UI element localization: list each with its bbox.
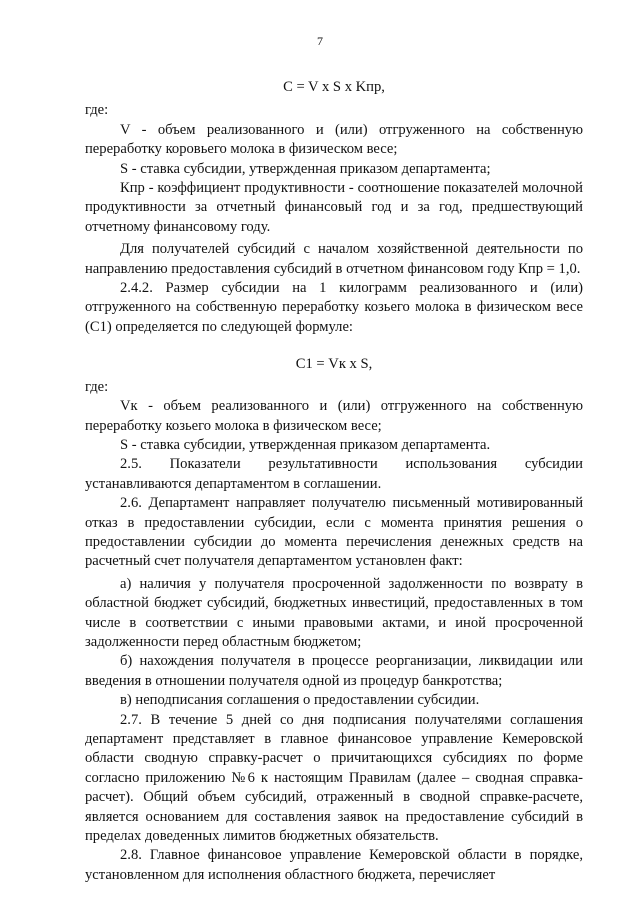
clause-2-5: 2.5. Показатели результативности использования субсидии устанавливаются департаментом в соглашении. — [85, 456, 583, 492]
definition-vk: Vк - объем реализованного и (или) отгруженного на собственную переработку козьего молока в физическом весе; — [85, 398, 583, 434]
definition-s: S - ставка субсидии, утвержденная приказом департамента; — [120, 160, 491, 177]
clause-2-6-item-b: б) нахождения получателя в процессе реорганизации, ликвидации или введения в отношении получателя одной из процедур банкротства; — [85, 653, 583, 689]
clause-2-8: 2.8. Главное финансовое управление Кемеровской области в порядке, установленном для исполнения областного бюджета, перечисляет — [85, 847, 583, 883]
formula-goat-milk: С1 = Vк x S, — [295, 356, 373, 373]
clause-2-4-2: 2.4.2. Размер субсидии на 1 килограмм реализованного и (или) отгруженного на собственную переработку козьего молока в физическом весе (С1) определяется по следующей формуле: — [85, 280, 583, 335]
clause-2-6-item-v: в) неподписания соглашения о предоставлении субсидии. — [120, 692, 480, 709]
document-body — [85, 76, 583, 885]
formula-cow-milk: C = V x S x Kпр, — [283, 79, 385, 95]
page-number: 7 — [317, 34, 323, 48]
where-label: где: — [85, 102, 109, 119]
definition-v: V - объем реализованного и (или) отгруженного на собственную переработку коровьего молока в физическом весе; — [85, 121, 583, 158]
clause-2-7: 2.7. В течение 5 дней со дня подписания получателями соглашения департамент представляет в главное финансовое управление Кемеровской области сводную справку-расчет о причитающихся субсидиях по форме согласно приложению №6 к настоящим Правилам (далее – сводная справка-расчет). Общий объем субсидий, отраженный в сводной справке-расчете, является основанием для составления заявок на предоставление субсидий в пределах доведенных лимитов бюджетных обязательств. — [85, 711, 583, 845]
where-label: где: — [85, 378, 109, 395]
paragraph-new-activity: Для получателей субсидий с началом хозяйственной деятельности по направлению предоставления субсидий в отчетном финансовом году Кпр = 1,0. — [85, 241, 583, 277]
clause-2-6: 2.6. Департамент направляет получателю письменный мотивированный отказ в предоставлении субсидии, если с момента принятия решения о предоставлении субсидии до момента перечисления денежных средств на расчетный счет получателя департаментом установлен факт: — [85, 495, 583, 570]
definition-s: S - ставка субсидии, утвержденная приказом департамента. — [120, 436, 491, 453]
definition-kpr: Кпр - коэффициент продуктивности - соотношение показателей молочной продуктивности за отчетный финансовый год и за год, предшествующий отчетному финансовому году. — [85, 180, 583, 235]
clause-2-6-item-a: а) наличия у получателя просроченной задолженности по возврату в областной бюджет субсидий, бюджетных инвестиций, предоставленных в том числе в соответствии с иными правовыми актами, и иной просроченной задолженности перед областным бюджетом; — [85, 575, 583, 650]
